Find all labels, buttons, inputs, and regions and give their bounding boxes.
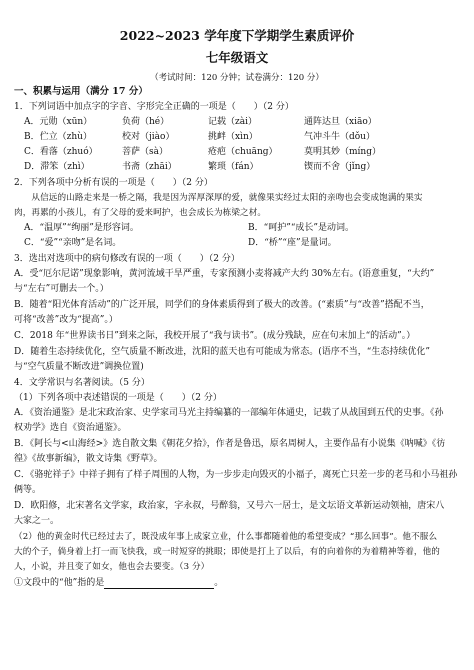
q4-sub2-line3: 人，小说，并且变了如女，他也会去要变。（3 分）: [14, 562, 210, 572]
q4-option-b-line2: 徨》《故事新编》，散文诗集《野草》。: [14, 454, 163, 464]
exam-title: 2022~2023 学年度下学期学生素质评价: [119, 28, 355, 43]
q2-option-a: A．“温厚”“绚丽”是形容词。: [24, 223, 139, 233]
q1-b-2: 校对（jiào）: [122, 132, 175, 142]
q1-b-3: 挑衅（xìn）: [208, 132, 258, 142]
q1-b-4: 气冲斗牛（dǒu）: [304, 132, 375, 142]
q3-option-a-line1: A．受“厄尔尼诺”现象影响，黄河流域干旱严重，专家预测小麦将减产大约 30%左右。(语意重复，“大约”: [14, 269, 435, 279]
q1-d-4: 锲而不舍（jǐng）: [304, 162, 376, 172]
q1-a-3: 记载（zài）: [208, 117, 257, 127]
q1-c-4: 莫明其妙（míng）: [304, 147, 381, 157]
q4-sub1-stem: （1）下列各项中表述错误的一项是（ ）（2 分）: [14, 393, 222, 403]
q1-a-2: 负荷（hé）: [122, 117, 170, 127]
q3-option-c: C．2018 年“世界读书日”到来之际，我校开展了“我与读书”。(成分残缺，应在句末加上“的活动”。）: [14, 331, 416, 341]
q4-option-a-line2: 权劝学》选自《资治通鉴》。: [14, 423, 127, 433]
q4-sub2-line1: （2）他的黄金时代已经过去了，既没成年事上成家立业，什么事都随着他的希望变成？“那么回事”。他不服么: [14, 532, 438, 542]
q1-d-3: 繁琐（fán）: [208, 162, 259, 172]
q2-option-b: B．“呵护”“成长”是动词。: [248, 223, 355, 233]
q4-stem: 4．文学常识与名著阅读。（5 分）: [14, 378, 150, 388]
section-heading: 一、积累与运用（满分 17 分）: [14, 86, 148, 97]
exam-info: （考试时间：120 分钟；试卷满分：120 分）: [150, 73, 324, 83]
q1-stem: 1．下列词语中加点字的字音、字形完全正确的一项是（ ）（2 分）: [14, 102, 294, 112]
q1-a-4: 通阵达旦（xiāo）: [304, 117, 377, 127]
q3-stem: 3．选出对选项中的病句修改有误的一项（ ）（2 分）: [14, 254, 240, 264]
q4-fill-row: [14, 577, 462, 589]
q2-option-c: C．“爱”“亲吻”是名词。: [24, 238, 122, 248]
q3-option-a-line2: 与“左右”可删去一个。）: [14, 284, 109, 294]
q4-fill-end: 。: [214, 578, 224, 588]
q2-stem: 2．下列各项中分析有误的一项是（ ）（2 分）: [14, 178, 213, 188]
q4-fill-blank[interactable]: [104, 579, 214, 589]
q4-fill-prompt: ①文段中的“他”指的是: [14, 578, 105, 588]
q1-a-1: A．元勋（xūn）: [24, 117, 93, 127]
q4-option-c-line1: C．《骆驼祥子》中祥子拥有了样子周围的人物，为一步步走向毁灭的小福子，离死亡只差一步的老马和小马祖孙: [14, 470, 458, 480]
q3-option-b-line1: B．随着“阳光体育活动”的广泛开展，同学们的身体素质得到了极大的改善。(“素质”与“改善”搭配不当，: [14, 300, 430, 310]
q1-b-1: B．伫立（zhù）: [24, 132, 92, 142]
q4-option-b-line1: B．《阿长与<山海经>》选自散文集《朝花夕拾》，作者是鲁迅，原名周树人，主要作品有小说集《呐喊》《彷: [14, 439, 446, 449]
q1-c-1: C．看落（zhuó）: [24, 147, 98, 157]
q4-sub2-line2: 大的个子，倘身着上打一而飞快我，或一时短穿的挑眼；即使是打上了以后，有的向着你的为着精神等着，他的: [14, 547, 440, 557]
q1-d-2: 书斋（zhāi）: [122, 162, 177, 172]
q3-option-d-line1: D．随着生态持续优化，空气质量不断改进，沈阳的蓝天也有可能成为常态。(语序不当，“生态持续优化”: [14, 347, 430, 357]
q4-option-a-line1: A．《资治通鉴》是北宋政治家、史学家司马光主持编纂的一部编年体通史，记载了从战国到五代的史事。《孙: [14, 408, 444, 418]
q1-c-2: 菩萨（sà）: [122, 147, 168, 157]
q2-passage-line2: 肉，再累的小孩儿，有了父母的爱来呵护，也会成长为栋梁之材。: [14, 208, 267, 218]
q1-d-1: D．滞笨（zhì）: [24, 162, 90, 172]
q4-option-d-line2: 大家之一。: [14, 516, 60, 526]
q4-option-d-line1: D．欧阳修，北宋著名文学家，政治家，字永叔，号醉翁，又号六一居士，是文坛语文革新运动领袖，唐宋八: [14, 501, 445, 511]
q1-c-3: 疮疤（chuāng）: [208, 147, 278, 157]
q3-option-b-line2: 可将“改善”改为“提高”。）: [14, 315, 118, 325]
q4-option-c-line2: 俩等。: [14, 485, 42, 495]
exam-subtitle: 七年级语文: [205, 50, 269, 65]
q3-option-d-line2: 与“空气质量不断改进”调换位置): [14, 362, 144, 372]
q2-passage-line1: 从信远的山路走来是一桥之隔，我是因为浑厚深厚的爱，就像果实经过太阳的亲吻也会变成饱满的果实: [14, 193, 423, 203]
q2-option-d: D．“桥”“座”是量词。: [248, 238, 337, 248]
